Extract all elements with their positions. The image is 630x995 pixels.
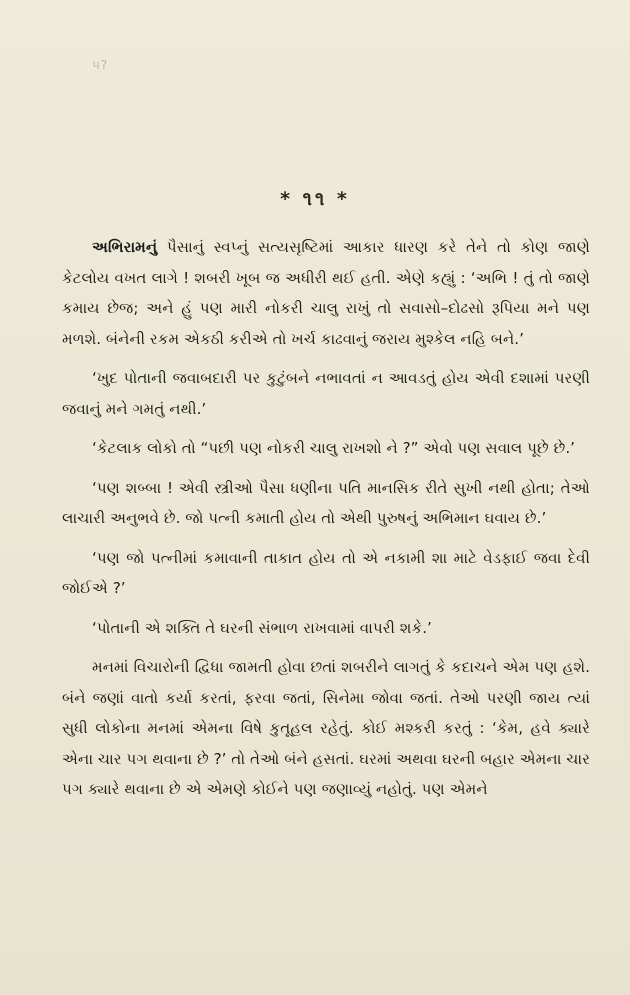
- page-number: ૫?: [92, 58, 109, 72]
- paragraph-text: ‘ખુદ પોતાની જવાબદારી પર કુટુંબને નભાવતાં ન આવડતું હોય એવી દશામાં પરણી જવાનું મને ગમતું નથી.’: [62, 369, 590, 418]
- paragraph-text: ‘કેટલાક લોકો તો “પછી પણ નોકરી ચાલુ રાખશો ને ?” એવો પણ સવાલ પૂછે છે.’: [92, 439, 576, 457]
- paragraph: [62, 232, 590, 354]
- paragraph-lead: અભિરામનું: [92, 238, 158, 256]
- body-text: [62, 232, 590, 814]
- paragraph-text: પૈસાનું સ્વપ્નું સત્યસૃષ્ટિમાં આકાર ધારણ કરે તેને તો કોણ જાણે કેટલોય વખત લાગે ! શબરી ખૂબ જ અધીરી થઈ હતી. એણે કહ્યું : ‘અભિ ! તું તો જાણે કમાય છેજ; અને હું પણ મારી નોકરી ચાલુ રાખું તો સવાસો–દોઢસો રૂપિયા મને પણ મળશે. બંનેની રકમ એકઠી કરીએ તો ખર્ચ કાઢવાનું જરાય મુશ્કેલ નહિ બને.’: [62, 238, 590, 348]
- paragraph: [62, 652, 590, 805]
- chapter-marker: * ૧૧ *: [280, 188, 350, 210]
- paragraph-text: ‘પણ જો પત્નીમાં કમાવાની તાકાત હોય તો એ નકામી શા માટે વેડફાઈ જવા દેવી જોઈએ ?’: [62, 548, 590, 597]
- paragraph: [62, 433, 590, 464]
- paragraph-text: ‘પોતાની એ શક્તિ તે ઘરની સંભાળ રાખવામાં વાપરી શકે.’: [92, 618, 432, 637]
- paragraph-text: ‘પણ શબ્બા ! એવી સ્ત્રીઓ પૈસા ધણીના પતિ માનસિક રીતે સુખી નથી હોતા; તેઓ લાચારી અનુભવે છે. જો પત્ની કમાતી હોય તો એથી પુરુષનું અભિમાન ઘવાય છે.’: [62, 478, 590, 527]
- paragraph: [62, 473, 590, 534]
- paragraph: [62, 363, 590, 424]
- paragraph: [62, 543, 590, 604]
- paragraph-text: મનમાં વિચારોની દ્વિધા જામતી હોવા છતાં શબરીને લાગતું કે કદાચને એમ પણ હશે. બંને જણાં વાતો કર્યા કરતાં, ફરવા જતાં, સિનેમા જોવા જતાં. તેઓ પરણી જાય ત્યાં સુધી લોકોના મનમાં એમના વિષે કુતૂહલ રહેતું. કોઈ મશ્કરી કરતું : ‘કેમ, હવે ક્યારે એના ચાર પગ થવાના છે ?’ તો તેઓ બંને હસતાં. ઘરમાં અથવા ઘરની બહાર એમના ચાર પગ ક્યારે થવાના છે એ એમણે કોઈને પણ જણાવ્યું નહોતું. પણ એમને: [62, 658, 590, 798]
- paragraph: [62, 613, 590, 644]
